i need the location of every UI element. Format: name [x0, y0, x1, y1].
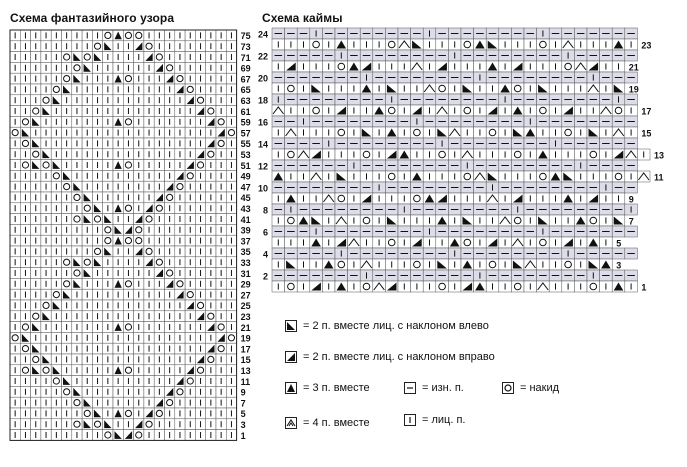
chart-cell	[335, 193, 348, 204]
chart-cell	[587, 215, 600, 226]
row-label: 51	[240, 160, 251, 171]
row-label: 53	[240, 149, 251, 160]
row-label: 17	[240, 344, 251, 355]
row-label: 75	[240, 31, 251, 42]
chart-cell	[486, 259, 499, 270]
row-label: 14	[257, 139, 268, 150]
row-label: 3	[240, 419, 246, 430]
legend-knit	[404, 414, 465, 426]
row-label: 21	[240, 322, 251, 333]
k2tog-left-icon	[285, 320, 297, 332]
row-label: 7	[240, 398, 246, 409]
row-label: 10	[257, 183, 268, 194]
row-label: 17	[641, 106, 652, 117]
chart-cell	[285, 215, 298, 226]
row-label: 11	[654, 172, 664, 183]
legend-yo-label: = накид	[520, 382, 560, 394]
row-label: 39	[240, 225, 251, 236]
row-label: 43	[240, 203, 251, 214]
row-label: 45	[240, 193, 251, 204]
legend-k2tog-left	[285, 320, 489, 332]
row-label: 31	[240, 268, 251, 279]
chart2-title: Схема каймы	[262, 11, 343, 25]
chart-cell	[511, 215, 524, 226]
legend-k3tog-label: = 3 п. вместе	[303, 382, 370, 394]
legend-yo	[502, 382, 559, 394]
row-label: 57	[240, 128, 251, 139]
row-label: 9	[240, 387, 246, 398]
row-label: 18	[257, 95, 268, 106]
row-label: 1	[641, 282, 647, 293]
chart2-cells	[272, 28, 650, 292]
row-label: 12	[257, 161, 268, 172]
row-label: 5	[240, 409, 246, 420]
row-label: 27	[240, 290, 251, 301]
chart-cell	[461, 237, 474, 248]
chart-cell	[285, 281, 298, 292]
row-label: 41	[240, 214, 251, 225]
row-label: 65	[240, 85, 251, 96]
chart-cell	[411, 193, 424, 204]
chart-cell	[537, 39, 550, 50]
chart-cell	[360, 149, 373, 160]
knit-icon	[404, 414, 416, 426]
chart-cell	[310, 105, 323, 116]
legend-purl-label: = изн. п.	[422, 382, 464, 394]
chart-cell	[436, 149, 449, 160]
row-label: 73	[240, 41, 251, 52]
chart-cell	[411, 259, 424, 270]
chart-cell	[335, 259, 348, 270]
row-label: 55	[240, 139, 251, 150]
chart-cell	[537, 171, 550, 182]
chart-cell	[461, 39, 474, 50]
row-label: 1	[240, 430, 246, 441]
yo-icon	[502, 382, 514, 394]
chart-cell	[411, 127, 424, 138]
row-label: 19	[628, 84, 639, 95]
chart-cell	[310, 39, 323, 50]
legend-knit-label: = лиц. п.	[422, 414, 466, 426]
chart-cell	[587, 281, 600, 292]
chart-cell	[511, 149, 524, 160]
row-label: 7	[628, 216, 634, 227]
chart-cell	[562, 127, 575, 138]
chart-cell	[385, 105, 398, 116]
row-label: 2	[262, 271, 268, 282]
chart-cell	[612, 171, 625, 182]
row-label: 15	[240, 355, 251, 366]
row-label: 8	[262, 205, 268, 216]
chart-cell	[486, 127, 499, 138]
k3tog-icon	[285, 382, 297, 394]
chart-cell	[562, 61, 575, 72]
legend-k4tog	[285, 417, 370, 429]
chart-cell	[385, 171, 398, 182]
row-label: 33	[240, 257, 251, 268]
row-label: 25	[240, 301, 251, 312]
row-label: 21	[628, 62, 639, 73]
chart-cell	[537, 105, 550, 116]
chart-cell	[335, 127, 348, 138]
row-label: 11	[240, 376, 251, 387]
legend-k2tog-right-label: = 2 п. вместе лиц. с наклоном вправо	[303, 351, 495, 363]
chart-cell	[360, 215, 373, 226]
chart-cell	[511, 281, 524, 292]
row-label: 61	[240, 106, 251, 117]
row-label: 23	[240, 311, 251, 322]
row-label: 6	[262, 227, 268, 238]
chart-cell	[587, 149, 600, 160]
chart-cell	[285, 149, 298, 160]
chart-cell	[461, 105, 474, 116]
row-label: 49	[240, 171, 251, 182]
row-label: 47	[240, 182, 251, 193]
chart-cell	[436, 83, 449, 94]
legend-k2tog-left-label: = 2 п. вместе лиц. с наклоном влево	[303, 320, 489, 332]
row-label: 3	[616, 260, 622, 271]
row-label: 9	[628, 194, 634, 205]
legend-k4tog-label: = 4 п. вместе	[303, 417, 370, 429]
chart-cell	[385, 237, 398, 248]
chart-cell	[461, 171, 474, 182]
chart-cell	[360, 281, 373, 292]
row-label: 23	[641, 40, 652, 51]
row-label: 16	[257, 117, 268, 128]
row-label: 4	[262, 249, 268, 260]
chart-cell	[537, 237, 550, 248]
row-label: 13	[240, 365, 251, 376]
purl-icon	[404, 382, 416, 394]
row-label: 24	[257, 29, 268, 40]
chart-cell	[385, 39, 398, 50]
row-label: 37	[240, 236, 251, 247]
chart-cell	[511, 83, 524, 94]
chart-cell	[436, 281, 449, 292]
chart-cell	[562, 259, 575, 270]
row-label: 29	[240, 279, 251, 290]
row-label: 19	[240, 333, 251, 344]
row-label: 63	[240, 95, 251, 106]
row-label: 13	[654, 150, 665, 161]
k4tog-icon	[285, 417, 297, 429]
legend-k2tog-right	[285, 351, 495, 363]
chart-cell	[612, 105, 625, 116]
chart-cell	[335, 61, 348, 72]
k2tog-right-icon	[285, 351, 297, 363]
legend-purl	[404, 382, 464, 394]
chart1-title: Схема фантазийного узора	[10, 11, 175, 25]
legend-k3tog	[285, 382, 370, 394]
row-label: 67	[240, 74, 251, 85]
row-label: 71	[240, 52, 251, 63]
row-label: 5	[616, 238, 622, 249]
row-label: 15	[641, 128, 652, 139]
row-label: 59	[240, 117, 251, 128]
row-label: 22	[257, 51, 268, 62]
row-label: 69	[240, 63, 251, 74]
chart-cell	[285, 83, 298, 94]
row-label: 20	[257, 73, 268, 84]
row-label: 35	[240, 247, 251, 258]
